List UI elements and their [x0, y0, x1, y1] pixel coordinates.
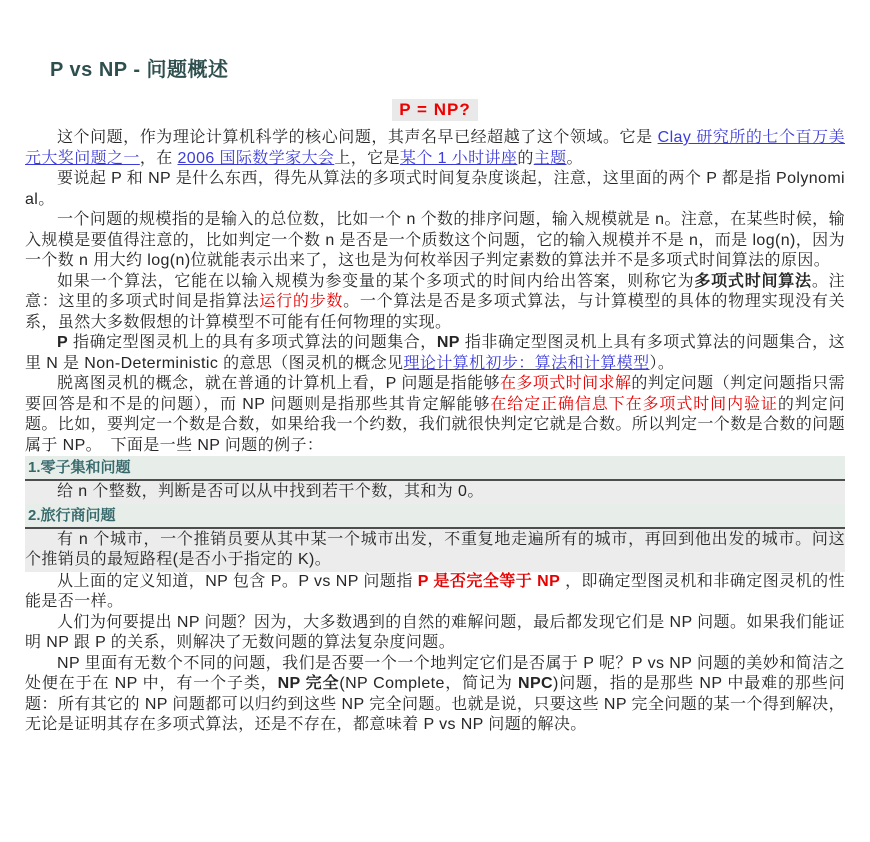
section-header-traveling-salesman: 2.旅行商问题: [25, 504, 845, 529]
text-run: 。注意：这里的多项式时间是指算法: [25, 272, 845, 310]
link-one-hour-lecture[interactable]: 某个 1 小时讲座: [399, 149, 518, 167]
red-p-equals-np-question: P 是否完全等于 NP: [417, 572, 561, 590]
red-running-steps: 运行的步数: [259, 293, 344, 310]
text-run: 的判定问题（判定问题指只需要回答是和不是的问题），而 NP 问题则是指那些其肯定解能够: [25, 375, 846, 413]
red-solve-in-poly-time: 在多项式时间求解: [499, 375, 632, 392]
text-run: 这个问题，作为理论计算机科学的核心问题，其声名早已经超越了这个领域。它是: [57, 129, 658, 146]
section-text: 有 n 个城市，一个推销员要从其中某一个城市出发，不重复地走遍所有的城市，再回到他出发的城市。问这个推销员的最短路程(是否小于指定的 K)。: [25, 530, 845, 571]
headline-row: [0, 99, 870, 121]
text-run: 从上面的定义知道，NP 包含 P。P vs NP 问题指: [57, 572, 418, 590]
paragraph-input-size: [25, 210, 845, 272]
paragraph-np-complete: [25, 654, 845, 736]
page-title: P vs NP - 问题概述: [50, 59, 229, 81]
bold-npc: NPC: [518, 675, 553, 692]
text-run: 一个问题的规模指的是输入的总位数，比如一个 n 个数的排序问题，输入规模就是 n。注意，在某些时候，输入规模是要值得注意的，比如判定一个数 n 是否是一个质数这个问题，它的输入规模并不是 n，而是 log(n)，因为一个数 n 用大约 log(n)位就能表示出来了，这也是为何枚举因子判定素数的算法并不是多项式时间算法的原因。: [25, 211, 845, 269]
section-header-zero-subset-sum: 1.零子集和问题: [25, 456, 845, 481]
headline-p-equals-np: P = NP?: [392, 99, 477, 121]
text-run: 的: [517, 149, 534, 167]
text-run: (NP Complete，简记为: [339, 675, 519, 692]
link-lecture-topic[interactable]: 主题: [533, 149, 567, 167]
paragraph-poly-time-algorithm: [25, 272, 845, 334]
text-run: ，即确定型图灵机和非确定图灵机的性能是否一样。: [25, 572, 845, 610]
section-text: 给 n 个整数，判断是否可以从中找到若干个数，其和为 0。: [25, 482, 845, 503]
paragraph-polynomial: [25, 169, 845, 210]
text-run: 指非确定型图灵机上具有多项式算法的问题集合，这里 N 是 Non-Deterministic 的意思（图灵机的概念见: [25, 334, 845, 372]
text-run: )问题，指的是那些 NP 中最难的那些问题：所有其它的 NP 问题都可以归约到这些 NP 完全问题。也就是说，只要这些 NP 完全问题的某一个得到解决，无论是证明其存在多项式算法，还是不存在，都意味着 P vs NP 问题的解决。: [25, 675, 845, 733]
bold-p: P: [57, 334, 69, 351]
bold-np-complete: NP 完全: [277, 675, 340, 692]
bold-np: NP: [436, 334, 460, 351]
text-run: 如果一个算法，它能在以输入规模为参变量的某个多项式的时间内给出答案，则称它为: [57, 272, 695, 290]
link-icm-2006[interactable]: 2006 国际数学家大会: [177, 149, 335, 167]
red-verify-in-poly-time: 在给定正确信息下在多项式时间内验证: [490, 395, 778, 413]
text-run: ，在: [139, 149, 178, 167]
section-body-zero-subset-sum: [25, 481, 845, 504]
bold-poly-time-algorithm: 多项式时间算法: [694, 272, 812, 290]
text-run: 脱离图灵机的概念，就在普通的计算机上看，P 问题是指能够: [57, 375, 500, 392]
document-body: [25, 128, 845, 736]
paragraph-beyond-turing-machine: [25, 374, 845, 456]
link-theoretical-cs-primer[interactable]: 理论计算机初步：算法和计算模型: [403, 354, 650, 372]
text-run: 上，它是: [334, 149, 400, 167]
paragraph-why-np: [25, 613, 845, 654]
paragraph-intro: [25, 128, 845, 169]
text-run: 的判定问题。比如，要判定一个数是合数，如果给我一个约数，我们就很快判定它就是合数。所以判定一个数是合数的问题属于 NP。 下面是一些 NP 问题的例子：: [25, 395, 846, 454]
text-run: 。一个算法是否是多项式算法，与计算模型的具体的物理实现没有关系，虽然大多数假想的计算模型不可能有任何物理的实现。: [25, 293, 845, 331]
text-run: NP 里面有无数个不同的问题，我们是否要一个一个地判定它们是否属于 P 呢？P vs NP 问题的美妙和简洁之处便在于在 NP 中，有一个子类，: [25, 654, 845, 692]
text-run: 人们为何要提出 NP 问题？因为，大多数遇到的自然的难解问题，最后都发现它们是 NP 问题。如果我们能证明 NP 跟 P 的关系，则解决了无数问题的算法复杂度问题。: [25, 613, 845, 651]
link-clay-prize-problems[interactable]: Clay 研究所的七个百万美元大奖问题之一: [25, 129, 845, 167]
text-run: 指确定型图灵机上的具有多项式算法的问题集合，: [68, 334, 437, 351]
text-run: 。: [566, 149, 583, 167]
text-run: 要说起 P 和 NP 是什么东西，得先从算法的多项式时间复杂度谈起，注意，这里面的两个 P 都是指 Polynomial。: [25, 170, 845, 208]
paragraph-p-np-definition: [25, 333, 845, 374]
section-body-traveling-salesman: [25, 529, 845, 572]
text-run: ）。: [649, 354, 675, 372]
paragraph-np-contains-p: [25, 572, 845, 613]
